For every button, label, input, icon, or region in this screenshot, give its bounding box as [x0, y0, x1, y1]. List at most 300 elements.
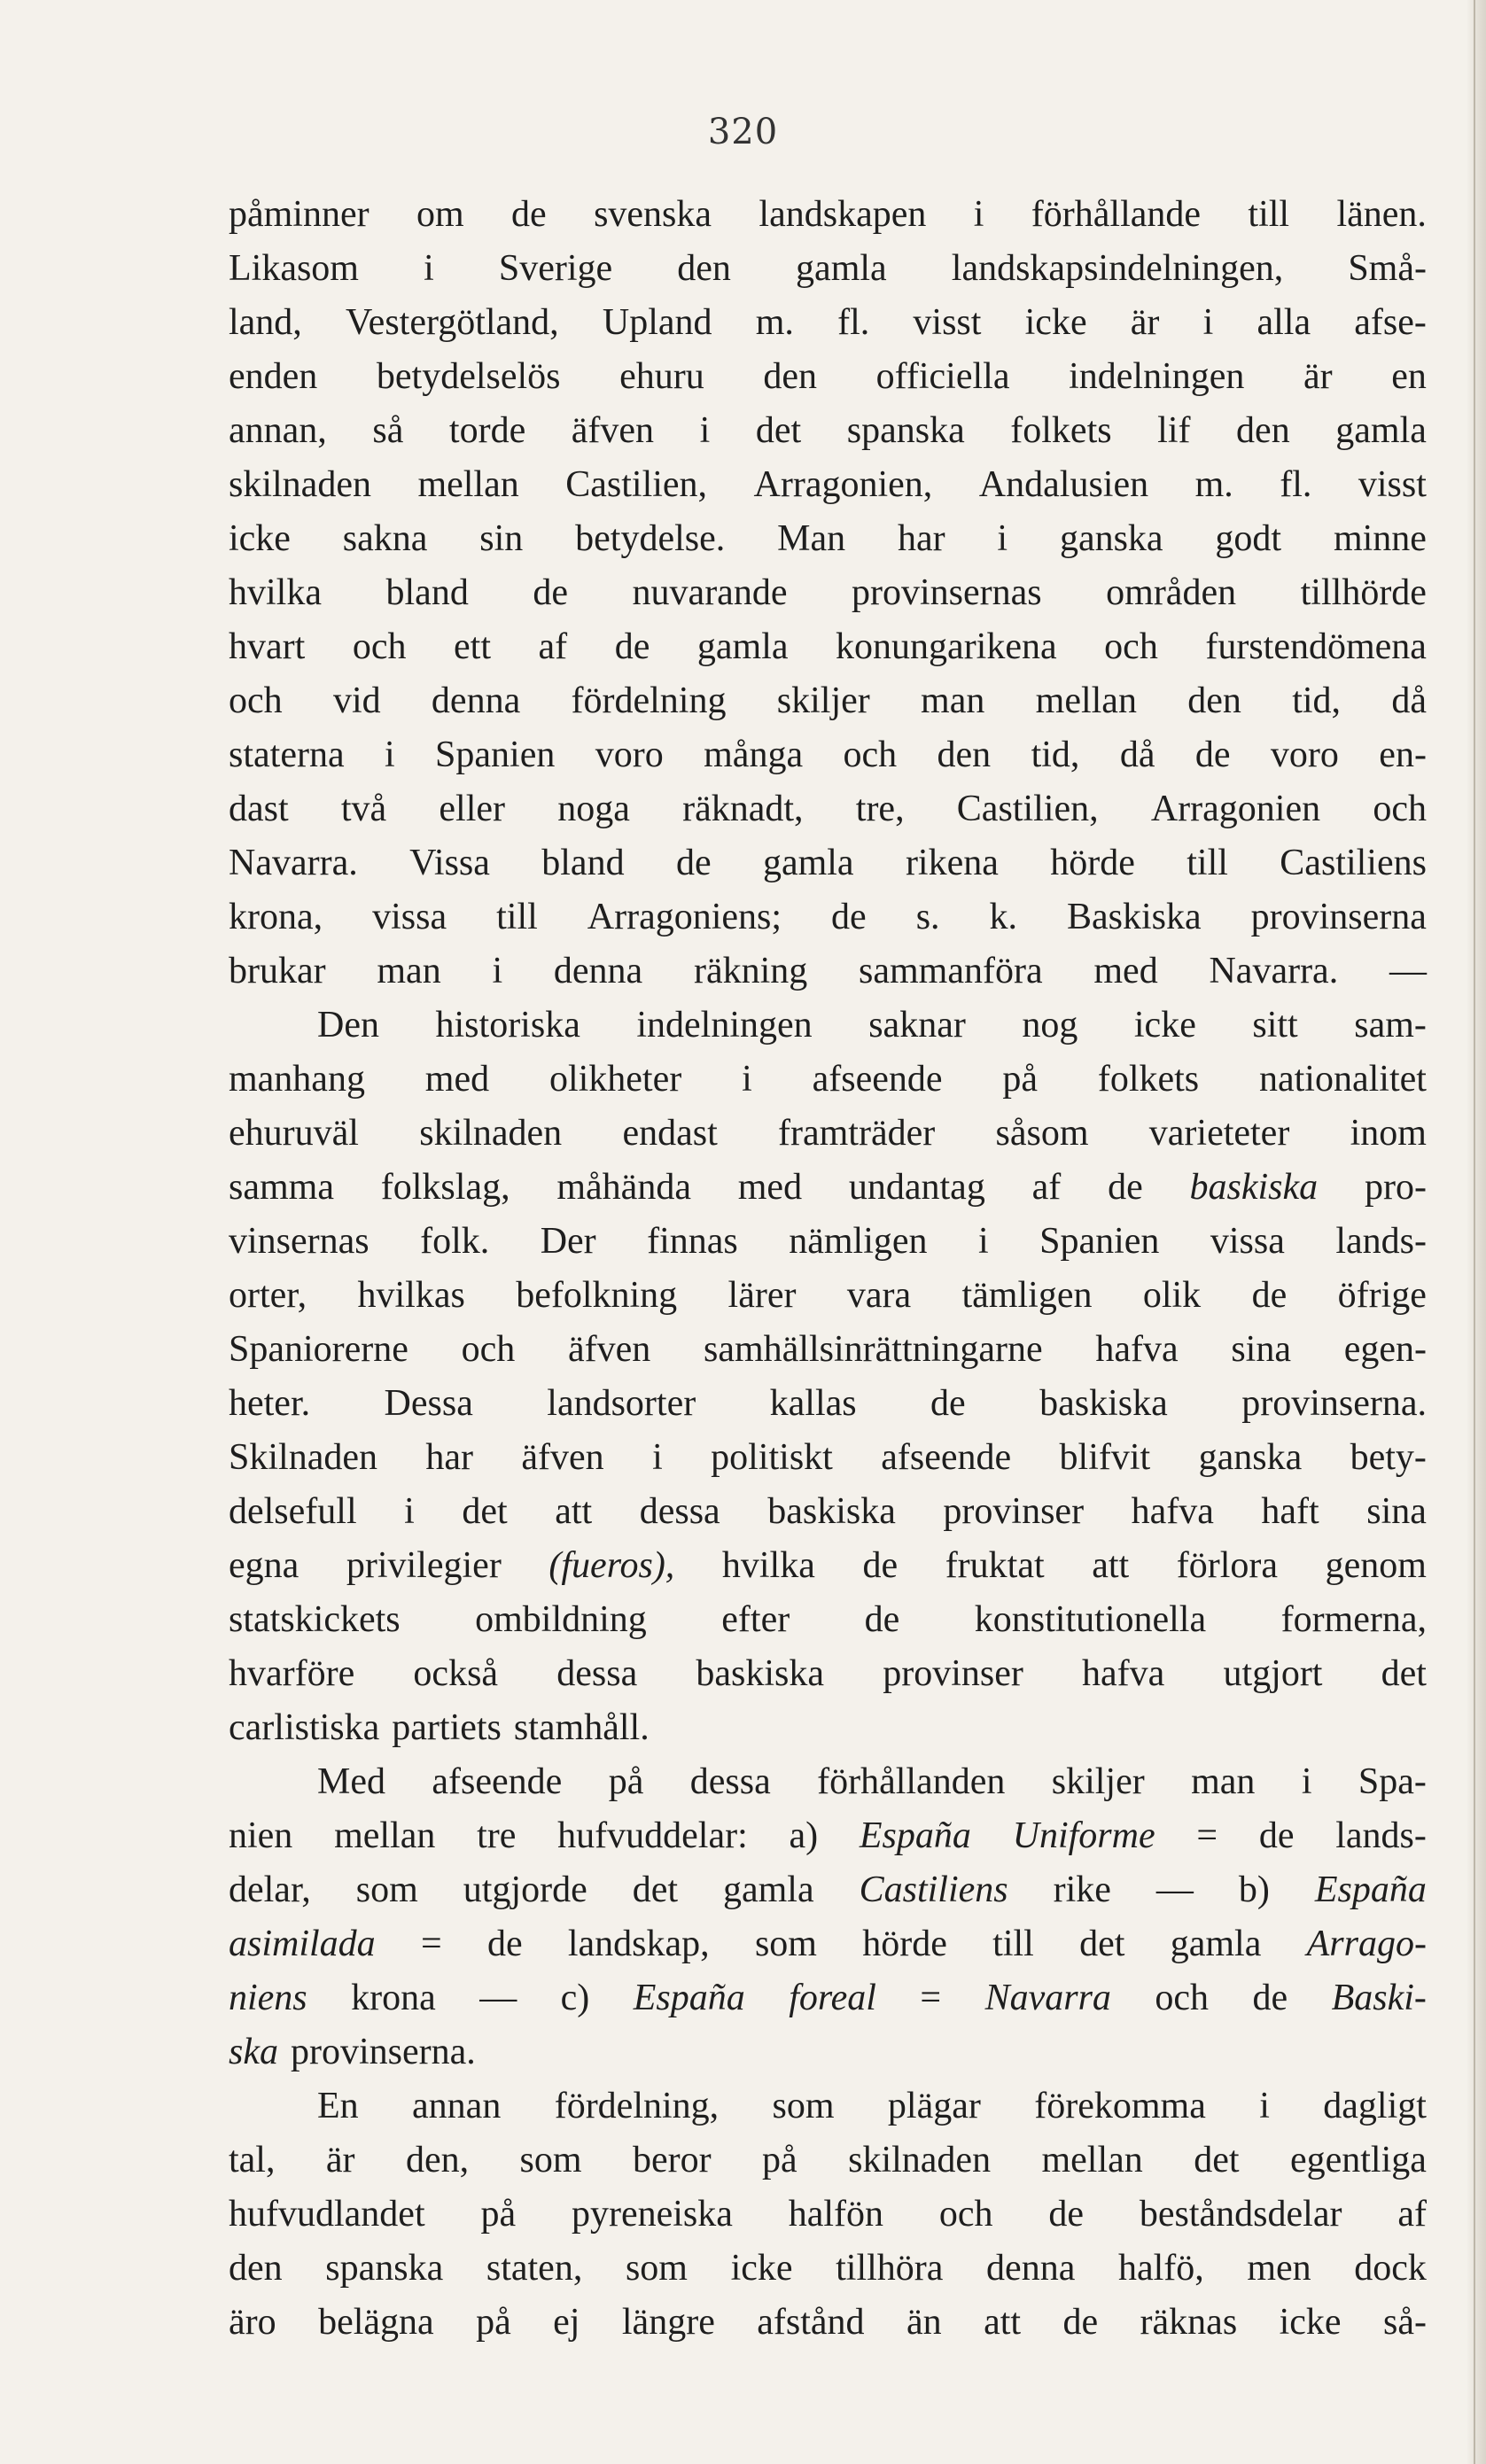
word: endast — [622, 1113, 718, 1154]
word: äro — [229, 2302, 276, 2343]
word: visst — [913, 302, 982, 343]
word: inom — [1350, 1113, 1427, 1154]
word: m. — [1194, 464, 1233, 505]
word: då — [1391, 680, 1427, 721]
word: dessa — [639, 1491, 720, 1532]
word: sin — [479, 518, 524, 559]
word: är — [1303, 356, 1333, 397]
word: den — [763, 356, 818, 397]
word: konungarikena — [836, 626, 1057, 667]
word: och — [843, 735, 898, 775]
word: kallas — [769, 1383, 857, 1424]
word: delar, — [229, 1869, 311, 1910]
word: i — [652, 1437, 663, 1478]
word: skilnaden — [229, 464, 371, 505]
word: Der — [540, 1221, 596, 1262]
word: provinserna. — [291, 2032, 476, 2072]
word: indelningen — [636, 1005, 813, 1045]
word: tid, — [1292, 680, 1342, 721]
word: afseende — [881, 1437, 1012, 1478]
word: provinser — [883, 1653, 1023, 1694]
word: man — [921, 680, 985, 721]
word: Arragoniens; — [587, 897, 782, 937]
word: dagligt — [1323, 2086, 1427, 2126]
word: äfven — [571, 410, 655, 451]
italic-word: España — [859, 1815, 971, 1856]
italic-word: foreal — [789, 1978, 876, 2018]
word: vissa — [372, 897, 447, 937]
word: förhållanden — [817, 1761, 1006, 1802]
word: påminner — [229, 194, 370, 235]
word: hvilka — [721, 1545, 815, 1586]
word: i — [977, 1221, 989, 1262]
word: stamhåll. — [513, 1707, 650, 1748]
word: baskiska — [696, 1653, 825, 1694]
text-line — [229, 188, 1427, 242]
word: i — [404, 1491, 415, 1532]
word: fl. — [837, 302, 870, 343]
word: gamla — [762, 843, 854, 883]
word: det — [1381, 1653, 1427, 1694]
word: Castiliens — [1280, 843, 1427, 883]
word: är — [325, 2140, 355, 2180]
word: fruktat — [945, 1545, 1045, 1586]
word: vid — [332, 680, 381, 721]
word: med — [737, 1167, 803, 1208]
word: att — [1092, 1545, 1130, 1586]
word: k. — [989, 897, 1018, 937]
word: längre — [621, 2302, 715, 2343]
word: sam- — [1354, 1005, 1427, 1045]
word: indelningen — [1069, 356, 1245, 397]
text-line — [229, 2079, 1427, 2134]
word: icke — [730, 2248, 793, 2289]
text-line — [229, 728, 1427, 782]
word: till — [1186, 843, 1228, 883]
word: plägar — [887, 2086, 981, 2126]
word: i — [742, 1059, 752, 1100]
word: carlistiska — [229, 1707, 380, 1748]
word: dessa — [556, 1653, 638, 1694]
word: betydelse. — [575, 518, 726, 559]
word: i — [492, 951, 503, 991]
word: brukar — [229, 951, 326, 991]
word: som — [519, 2140, 582, 2180]
word: den, — [405, 2140, 470, 2180]
word: provinser — [943, 1491, 1085, 1532]
word: = — [1196, 1815, 1218, 1856]
word: godt — [1215, 518, 1282, 559]
word: förhållande — [1031, 194, 1202, 235]
word: Spanien — [1039, 1221, 1160, 1262]
word: sina — [1366, 1491, 1427, 1532]
word: två — [340, 789, 387, 829]
word: varieteter — [1148, 1113, 1290, 1154]
text-line — [229, 1323, 1427, 1377]
word: af — [1031, 1167, 1062, 1208]
word: annan, — [229, 410, 327, 451]
word: hafva — [1082, 1653, 1165, 1694]
word: nationalitet — [1259, 1059, 1427, 1100]
word: den — [677, 248, 731, 289]
word: det — [1194, 2140, 1240, 2180]
word: Man — [777, 518, 846, 559]
word: det — [462, 1491, 508, 1532]
word: ett — [454, 626, 491, 667]
word: i — [1259, 2086, 1270, 2126]
text-line — [229, 2188, 1427, 2242]
text-line — [229, 2296, 1427, 2350]
word: man — [1191, 1761, 1256, 1802]
word: Skilnaden — [229, 1437, 377, 1478]
word: den — [937, 735, 992, 775]
word: hufvudlandet — [229, 2194, 425, 2235]
word: icke — [229, 518, 291, 559]
word: som — [355, 1869, 418, 1910]
word: landsorter — [547, 1383, 696, 1424]
italic-word: Arrago- — [1306, 1924, 1427, 1964]
word: framträder — [778, 1113, 936, 1154]
word: i — [699, 410, 711, 451]
word: konstitutionella — [974, 1599, 1207, 1640]
word: hvilka — [229, 572, 322, 613]
word: Vissa — [409, 843, 490, 883]
word: de — [831, 897, 867, 937]
word: finnas — [647, 1221, 738, 1262]
word: och — [461, 1329, 516, 1370]
word: de — [1251, 1275, 1288, 1316]
word: de — [864, 1599, 900, 1640]
word: provinserna. — [1241, 1383, 1427, 1424]
word: delsefull — [229, 1491, 357, 1532]
word: tämligen — [961, 1275, 1093, 1316]
word: efter — [721, 1599, 790, 1640]
word: den — [1187, 680, 1241, 721]
italic-word: España — [1314, 1869, 1427, 1910]
word: är — [1130, 302, 1160, 343]
word: — — [479, 1978, 517, 2018]
word: orter, — [229, 1275, 307, 1316]
text-line — [229, 1593, 1427, 1647]
word: krona — [351, 1978, 436, 2018]
text-line — [229, 1431, 1427, 1485]
word: halfön — [788, 2194, 884, 2235]
word: blifvit — [1059, 1437, 1151, 1478]
word: m. — [755, 302, 794, 343]
word: de — [1258, 1815, 1295, 1856]
word: minne — [1333, 518, 1427, 559]
word: de — [1048, 2194, 1085, 2235]
word: gamla — [696, 626, 789, 667]
word: de — [675, 843, 712, 883]
text-line — [229, 350, 1427, 404]
text-line — [229, 1755, 1427, 1809]
word: såsom — [995, 1113, 1089, 1154]
paragraph — [229, 999, 1427, 1755]
word: egentliga — [1289, 2140, 1427, 2180]
word: olik — [1142, 1275, 1202, 1316]
word: om — [416, 194, 464, 235]
word: — — [1155, 1869, 1194, 1910]
word: gamla — [1170, 1924, 1262, 1964]
word: Navarra. — [229, 843, 358, 883]
word: historiska — [435, 1005, 580, 1045]
word: och — [352, 626, 407, 667]
text-line — [229, 1485, 1427, 1539]
paragraph — [229, 188, 1427, 999]
text-line — [229, 2134, 1427, 2188]
word: en- — [1379, 735, 1427, 775]
text-line — [229, 2025, 1427, 2079]
text-line — [229, 296, 1427, 350]
word: då — [1119, 735, 1155, 775]
word: att — [984, 2302, 1022, 2343]
word: Dessa — [384, 1383, 473, 1424]
word: utgjort — [1223, 1653, 1323, 1694]
text-line — [229, 1107, 1427, 1161]
word: den — [229, 2248, 283, 2289]
word: spanska — [325, 2248, 444, 2289]
word: på — [480, 2194, 517, 2235]
word: ehuruväl — [229, 1113, 359, 1154]
word: att — [555, 1491, 593, 1532]
word: Castilien, — [956, 789, 1099, 829]
word: undantag — [848, 1167, 985, 1208]
word: Castilien, — [565, 464, 708, 505]
word: enden — [229, 356, 318, 397]
word: tid, — [1031, 735, 1080, 775]
word: voro — [595, 735, 664, 775]
word: men — [1247, 2248, 1311, 2289]
word: äfven — [521, 1437, 604, 1478]
word: icke — [1024, 302, 1087, 343]
word: saknar — [868, 1005, 966, 1045]
word: på — [608, 1761, 644, 1802]
word: områden — [1106, 572, 1237, 613]
word: pro- — [1364, 1167, 1427, 1208]
page-edge-line — [1474, 0, 1475, 2464]
word: privilegier — [346, 1545, 502, 1586]
word: förlora — [1176, 1545, 1279, 1586]
word: belägna — [318, 2302, 434, 2343]
word: hufvuddelar: — [557, 1815, 748, 1856]
word: Spanien — [435, 735, 556, 775]
word: landskapen — [759, 194, 927, 235]
word: vissa — [1210, 1221, 1285, 1262]
word: a) — [789, 1815, 819, 1856]
word: så — [372, 410, 404, 451]
word: rike — [1053, 1869, 1111, 1910]
word: olikheter — [548, 1059, 682, 1100]
word: hafva — [1131, 1491, 1214, 1532]
body-text — [229, 188, 1427, 2350]
word: samhällsinrättningarne — [704, 1329, 1043, 1370]
word: annan — [412, 2086, 502, 2126]
word: egna — [229, 1545, 300, 1586]
word: det — [755, 410, 802, 451]
word: baskiska — [767, 1491, 896, 1532]
text-line — [229, 1161, 1427, 1215]
word: och — [1155, 1978, 1210, 2018]
word: nuvarande — [632, 572, 788, 613]
word: = — [920, 1978, 942, 2018]
word: och — [1104, 626, 1158, 667]
word: många — [704, 735, 804, 775]
word: till — [496, 897, 538, 937]
word: pyreneiska — [571, 2194, 733, 2235]
word: utgjorde — [463, 1869, 587, 1910]
word: man — [377, 951, 441, 991]
italic-word: niens — [229, 1978, 307, 2018]
word: på — [762, 2140, 797, 2180]
word: spanska — [846, 410, 965, 451]
text-line — [229, 1863, 1427, 1917]
word: sitt — [1252, 1005, 1298, 1045]
word: öfrige — [1337, 1275, 1427, 1316]
word: ehuru — [619, 356, 704, 397]
word: befolkning — [516, 1275, 678, 1316]
word: skilnaden — [419, 1113, 563, 1154]
word: nog — [1022, 1005, 1078, 1045]
word: voro — [1270, 735, 1339, 775]
word: torde — [448, 410, 526, 451]
text-line — [229, 1971, 1427, 2025]
word: Vestergötland, — [346, 302, 559, 343]
word: Arragonien, — [753, 464, 933, 505]
word: de — [511, 194, 547, 235]
word: betydelselös — [376, 356, 561, 397]
word: formerna, — [1280, 1599, 1427, 1640]
word: fl. — [1280, 464, 1312, 505]
word: provinserna — [1250, 897, 1427, 937]
word: sakna — [342, 518, 428, 559]
word: tillhörde — [1300, 572, 1427, 613]
word: de — [1194, 735, 1231, 775]
word: tillhöra — [836, 2248, 944, 2289]
word: som — [772, 2086, 835, 2126]
word: c) — [560, 1978, 590, 2018]
word: furstendömena — [1205, 626, 1427, 667]
word: fördelning — [571, 680, 727, 721]
italic-word: baskiska — [1189, 1167, 1319, 1208]
word: sina — [1231, 1329, 1291, 1370]
word: mellan — [1035, 680, 1137, 721]
word: det — [632, 1869, 679, 1910]
word: lands- — [1335, 1815, 1427, 1856]
word: folkets — [1097, 1059, 1200, 1100]
text-line — [229, 458, 1427, 512]
word: det — [1079, 1924, 1125, 1964]
word: hafva — [1095, 1329, 1179, 1370]
text-line — [229, 1701, 1427, 1755]
word: bland — [541, 843, 625, 883]
word: noga — [557, 789, 630, 829]
word: En — [317, 2086, 359, 2126]
word: de — [614, 626, 650, 667]
word: tre — [477, 1815, 517, 1856]
word: hörde — [862, 1924, 947, 1964]
word: denna — [986, 2248, 1076, 2289]
word: icke — [1133, 1005, 1196, 1045]
word: officiella — [875, 356, 1010, 397]
word: de — [1252, 1978, 1288, 2018]
word: bety- — [1350, 1437, 1427, 1478]
italic-word: Navarra — [984, 1978, 1111, 2018]
word: denna — [553, 951, 643, 991]
italic-word: (fueros), — [548, 1545, 675, 1586]
word: Andalusien — [978, 464, 1149, 505]
word: med — [1093, 951, 1158, 991]
word: beror — [632, 2140, 712, 2180]
word: afstånd — [757, 2302, 865, 2343]
word: de — [1108, 1167, 1143, 1208]
word: måhända — [556, 1167, 691, 1208]
text-line — [229, 1377, 1427, 1431]
word: i — [384, 735, 395, 775]
word: dessa — [689, 1761, 771, 1802]
word: så- — [1382, 2302, 1427, 2343]
text-line — [229, 782, 1427, 836]
word: hvilkas — [357, 1275, 465, 1316]
word: gamla — [796, 248, 887, 289]
word: bland — [385, 572, 469, 613]
word: mellan — [334, 1815, 436, 1856]
word: de — [930, 1383, 966, 1424]
word: icke — [1279, 2302, 1342, 2343]
word: och — [1373, 789, 1427, 829]
word: Spa- — [1358, 1761, 1427, 1802]
word: manhang — [229, 1059, 365, 1100]
word: Upland — [602, 302, 712, 343]
word: de — [486, 1924, 523, 1964]
word: i — [1202, 302, 1214, 343]
word: tre, — [855, 789, 905, 829]
text-line — [229, 836, 1427, 890]
word: Baskiska — [1067, 897, 1202, 937]
italic-word: Castiliens — [859, 1869, 1008, 1910]
word: dock — [1354, 2248, 1427, 2289]
text-line — [229, 999, 1427, 1053]
word: Arragonien — [1150, 789, 1321, 829]
word: till — [1248, 194, 1290, 235]
word: visst — [1358, 464, 1427, 505]
text-line — [229, 404, 1427, 458]
word: rikena — [905, 843, 999, 883]
word: gamla — [1335, 410, 1427, 451]
word: halfö, — [1117, 2248, 1204, 2289]
word: nämligen — [789, 1221, 928, 1262]
word: s. — [915, 897, 940, 937]
italic-word: España — [633, 1978, 745, 2018]
word: baskiska — [1039, 1383, 1168, 1424]
word: hvart — [229, 626, 306, 667]
page-number: 320 — [707, 112, 779, 152]
word: folkslag, — [380, 1167, 510, 1208]
word: heter. — [229, 1383, 311, 1424]
word: folk. — [420, 1221, 490, 1262]
word: partiets — [392, 1707, 502, 1748]
word: sammanföra — [859, 951, 1043, 991]
word: den — [1236, 410, 1290, 451]
word: hvarföre — [229, 1653, 355, 1694]
word: än — [906, 2302, 942, 2343]
italic-word: ska — [229, 2032, 278, 2072]
word: land, — [229, 302, 302, 343]
word: de — [1062, 2302, 1099, 2343]
word: denna — [431, 680, 521, 721]
word: landskapsindelningen, — [951, 248, 1284, 289]
word: i — [1301, 1761, 1312, 1802]
